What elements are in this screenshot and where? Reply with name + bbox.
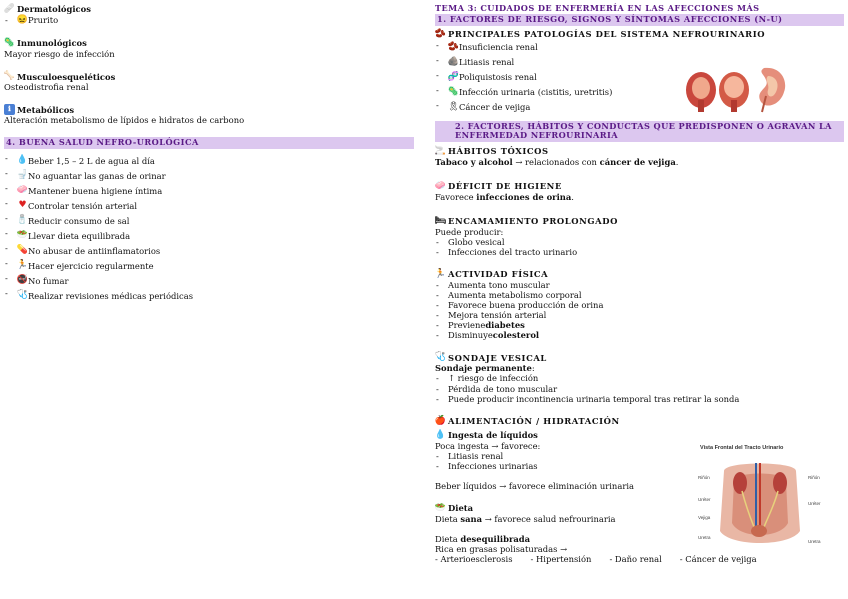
urinary-tract-diagram: [694, 443, 826, 551]
dna-icon: - 🧬: [447, 71, 460, 82]
section-inmunologicos: [4, 38, 414, 59]
diagram-label: Vejiga: [698, 515, 711, 520]
section-title: Metabólicos: [17, 104, 75, 115]
diagram-label: Uretra: [808, 539, 821, 544]
brain-kidney-icon: 🫘: [434, 28, 447, 39]
consecuencias-row: - Arterioesclerosis - Hipertensión - Daño renal - Cáncer de vejiga: [435, 554, 757, 565]
section-toxicos: 🚬 HÁBITOS TÓXICOS Tabaco y alcohol → relacionados con cáncer de vejiga.: [434, 145, 679, 167]
list-item: - Pérdida de tono muscular: [435, 384, 844, 394]
cigarette-icon: 🚬: [434, 145, 447, 156]
section-sondaje: 🩺 SONDAJE VESICAL Sondaje permanente: - ↑ riesgo de infección - Pérdida de tono muscular - Puede producir incontinencia urinaria temporal tras retirar la sonda: [435, 352, 844, 403]
list-item: - Aumenta metabolismo corporal: [435, 290, 844, 300]
running-icon: 🏃: [434, 269, 447, 280]
section-alimentacion: 🍎 ALIMENTACIÓN / HIDRATACIÓN 💧 Ingesta de líquidos Poca ingesta → favorece: - Litiasis renal - Infecciones urinarias Beber líquidos → favorece eliminación urinaria 🥗 Dieta Dieta sana → favorece salud nefrourinaria Dieta desequilibrada Rica en grasas polisaturadas → - Arterioesclerosis - Hipertensión - Daño renal - Cáncer de vejiga: [435, 416, 844, 565]
list-item: - Puede producir incontinencia urinaria temporal tras retirar la sonda: [435, 394, 844, 404]
section-dermatologicos: [4, 4, 414, 26]
bladder-kidney-illustration: [684, 62, 794, 114]
list-item: - Previene diabetes: [435, 320, 844, 330]
salt-icon: - 🧂: [16, 215, 29, 226]
bandage-icon: 🩹: [3, 4, 16, 15]
sec2-header: 2. FACTORES, HÁBITOS Y CONDUCTAS QUE PREDISPONEN O AGRAVAN LA ENFERMEDAD NEFROURINARIA: [435, 121, 844, 142]
toilet-icon: - 🚽: [16, 170, 29, 181]
salud-header: 4. BUENA SALUD NEFRO-UROLÓGICA: [4, 137, 414, 149]
list-item: - Favorece buena producción de orina: [435, 300, 844, 310]
rock-icon: - 🪨: [447, 56, 460, 67]
list-item: - ♥ Controlar tensión arterial: [4, 198, 414, 213]
left-column: [4, 0, 414, 303]
list-item: - 💧 Beber 1,5 – 2 L de agua al día: [4, 153, 414, 168]
droplet-icon: 💧: [434, 429, 447, 440]
list-item: - Litiasis renal: [435, 451, 844, 461]
list-item: - 🧬 Poliquistosis renal: [435, 70, 844, 85]
diagram-label: Uréter: [698, 497, 711, 502]
diagram-label: Uréter: [808, 501, 821, 506]
list-item: - Infecciones urinarias: [435, 461, 844, 471]
list-item: - 🚽 No aguantar las ganas de orinar: [4, 168, 414, 183]
no-smoking-icon: - 🚭: [16, 275, 29, 286]
section-title: Dermatológicos: [17, 4, 91, 15]
list-item: - 🏃 Hacer ejercicio regularmente: [4, 258, 414, 273]
kidney-icon: - 🫘: [447, 41, 460, 52]
apple-icon: 🍎: [434, 415, 447, 426]
salad-icon: 🥗: [434, 503, 447, 514]
section-higiene: 🧼 DÉFICIT DE HIGIENE Favorece infecciones de orina.: [434, 180, 574, 202]
list-item: - 🧼 Mantener buena higiene íntima: [4, 183, 414, 198]
diagram-label: Riñón: [698, 475, 710, 480]
bone-icon: 🦴: [3, 71, 16, 82]
running-icon: - 🏃: [16, 260, 29, 271]
heart-icon: - ♥: [18, 200, 27, 211]
ribbon-icon: - 🎗: [447, 101, 460, 112]
list-item: - Disminuye colesterol: [435, 330, 844, 340]
list-item: - 🦠 Infección urinaria (cistitis, uretritis): [435, 85, 844, 100]
list-item: - Globo vesical: [435, 237, 844, 247]
soap-icon: - 🧼: [16, 185, 29, 196]
section-actividad: 🏃 ACTIVIDAD FÍSICA - Aumenta tono muscular - Aumenta metabolismo corporal - Favorece buena producción de orina - Mejora tensión arterial - Previene diabetes - Disminuye colesterol: [435, 269, 844, 340]
catheter-icon: 🩺: [434, 352, 447, 363]
section-metabolicos: [4, 104, 414, 125]
itchy-face-icon: - 😖: [16, 15, 29, 26]
sec1-header: 1. FACTORES DE RIESGO, SIGNOS Y SÍNTOMAS AFECCIONES (N-U): [435, 14, 844, 26]
salad-icon: - 🥗: [16, 230, 29, 241]
section-encamamiento: 🛏 ENCAMAMIENTO PROLONGADO Puede producir: - Globo vesical - Infecciones del tracto urinario: [435, 216, 844, 257]
list-item: - Infecciones del tracto urinario: [435, 247, 844, 257]
microbe-icon: - 🦠: [447, 86, 460, 97]
tema-title: TEMA 3: CUIDADOS DE ENFERMERÍA EN LAS AFECCIONES MÁS: [435, 3, 760, 13]
salud-list: [4, 153, 414, 303]
diagram-label: Uretra: [698, 535, 711, 540]
info-icon: ℹ: [4, 104, 15, 115]
section-title: Inmunológicos: [17, 38, 87, 49]
bed-icon: 🛏: [434, 215, 447, 226]
section-text: Osteodistrofia renal: [4, 82, 89, 93]
list-item: - 🪨 Litiasis renal: [435, 55, 844, 70]
list-item: - ↑ riesgo de infección: [435, 373, 844, 383]
list-item: - 💊 No abusar de antiinflamatorios: [4, 243, 414, 258]
diagram-label: Riñón: [808, 475, 820, 480]
section-text: Mayor riesgo de infección: [4, 49, 115, 59]
list-item: - Aumenta tono muscular: [435, 280, 844, 290]
microbe-icon: 🦠: [3, 38, 16, 49]
list-item: - 🎗 Cáncer de vejiga: [435, 100, 844, 115]
list-item: - 😖 Prurito: [4, 15, 414, 26]
section-musculo: [4, 71, 414, 92]
patologias-title: 🫘 PRINCIPALES PATOLOGÍAS DEL SISTEMA NEFROURINARIO: [434, 28, 766, 40]
stethoscope-icon: - 🩺: [16, 290, 29, 301]
pill-icon: - 💊: [16, 245, 29, 256]
list-item: - 🥗 Llevar dieta equilibrada: [4, 228, 414, 243]
list-item: - 🩺 Realizar revisiones médicas periódicas: [4, 288, 414, 303]
diagram-title: Vista Frontal del Tracto Urinario: [700, 445, 784, 451]
section-text: Alteración metabolismo de lípidos e hidratos de carbono: [4, 115, 245, 126]
droplet-icon: - 💧: [16, 155, 29, 166]
soap-icon: 🧼: [434, 180, 447, 191]
list-item: - Mejora tensión arterial: [435, 310, 844, 320]
list-item: - 🧂 Reducir consumo de sal: [4, 213, 414, 228]
list-item: - 🚭 No fumar: [4, 273, 414, 288]
list-item: - 🫘 Insuficiencia renal: [435, 40, 844, 55]
section-title: Musculoesqueléticos: [17, 71, 116, 82]
